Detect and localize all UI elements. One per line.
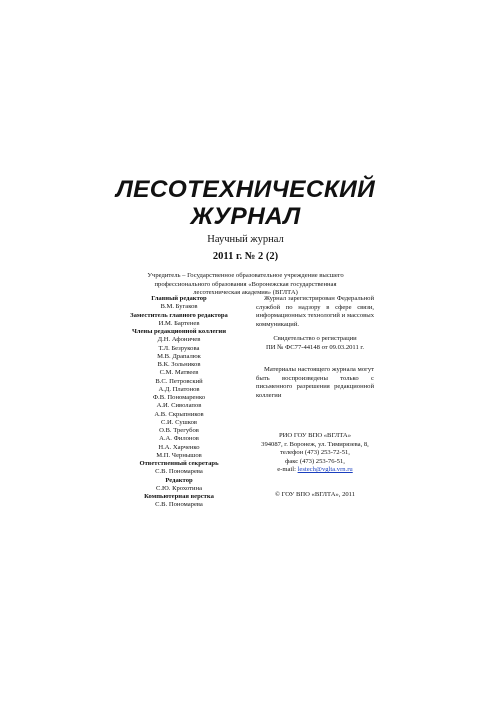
journal-title-line-1: ЛЕСОТЕХНИЧЕСКИЙ [115, 176, 376, 203]
publisher-fax: факс (473) 253-76-51, [285, 457, 345, 465]
board-member: М.П. Чернышов [156, 451, 202, 459]
board-member: В.С. Петровский [155, 377, 203, 385]
board-member: О.В. Трегубов [159, 427, 199, 434]
registration-notice [256, 295, 374, 329]
registration-text: Журнал зарегистрирован Федеральной службой по надзору в сфере связи, информационных технологий и массовых коммуникаций. [256, 295, 374, 328]
founder-line: Учредитель – Государственное образовательное учреждение высшего [147, 272, 344, 279]
board-member: Ф.В. Пономаренко [152, 394, 206, 401]
issue-number: 2011 г. № 2 (2) [212, 251, 279, 262]
deputy-editor-heading: Заместитель главного редактора [130, 311, 228, 319]
copyright: © ГОУ ВПО «ВГЛТА», 2011 [274, 491, 356, 498]
board-member: С.И. Сушков [161, 418, 197, 426]
board-members-heading: Члены редакционной коллегии [131, 328, 227, 335]
editor-name: С.Ю. Крохотина [155, 484, 203, 492]
layout-heading: Компьютерная верстка [144, 493, 214, 500]
editorial-board [118, 295, 240, 510]
editor-heading: Редактор [165, 476, 193, 484]
journal-title-line-2: ЖУРНАЛ [190, 203, 301, 230]
publisher-phone: телефон (473) 253-72-51, [280, 449, 350, 457]
secretary-heading: Ответственный секретарь [139, 460, 219, 467]
founder-line: профессионального образования «Воронежская государственная [154, 280, 337, 288]
layout-name: С.В. Пономарева [155, 501, 203, 509]
registration-certificate [256, 335, 374, 352]
publisher-address: 394087, г. Воронеж, ул. Тимирязева, 8, [261, 440, 369, 448]
publisher-email [256, 466, 374, 475]
board-member: Д.Н. Афоничев [157, 336, 201, 344]
rights-text: Материалы настоящего журнала могут быть воспроизведены только с письменного разрешения редакционной коллегии [256, 366, 374, 399]
reproduction-rights [256, 366, 374, 400]
board-member: Т.Л. Безрукова [158, 344, 200, 352]
founder-block [120, 272, 371, 298]
deputy-editor-name: И.М. Бартенев [158, 319, 200, 327]
board-member: В.К. Зольников [157, 361, 201, 368]
certificate-number: ПИ № ФС77-44148 от 09.03.2011 г. [265, 343, 365, 351]
chief-editor-heading: Главный редактор [151, 295, 207, 302]
board-member: М.В. Драпалюк [157, 352, 201, 360]
secretary-name: С.В. Пономарева [155, 468, 203, 476]
publisher-org: РИО ГОУ ВПО «ВГЛТА» [278, 432, 351, 439]
email-link[interactable]: lestech@vglta.vrn.ru [297, 466, 353, 474]
certificate-line: Свидетельство о регистрации [273, 335, 357, 342]
board-member: С.М. Матвеев [159, 369, 199, 377]
board-member: А.А. Филонов [159, 435, 199, 443]
board-member: Н.А. Харченко [158, 443, 200, 451]
chief-editor-name: В.М. Бугаков [160, 303, 198, 311]
publisher-contacts [256, 432, 374, 475]
founder-line: лесотехническая академия» (ВГЛТА) [193, 289, 298, 297]
email-label: e-mail: [277, 466, 298, 474]
journal-subtitle: Научный журнал [207, 234, 284, 245]
board-member: А.И. Сиволапов [156, 402, 202, 410]
board-member: А.В. Скрыпников [154, 410, 204, 418]
board-member: А.Д. Платонов [158, 385, 200, 393]
